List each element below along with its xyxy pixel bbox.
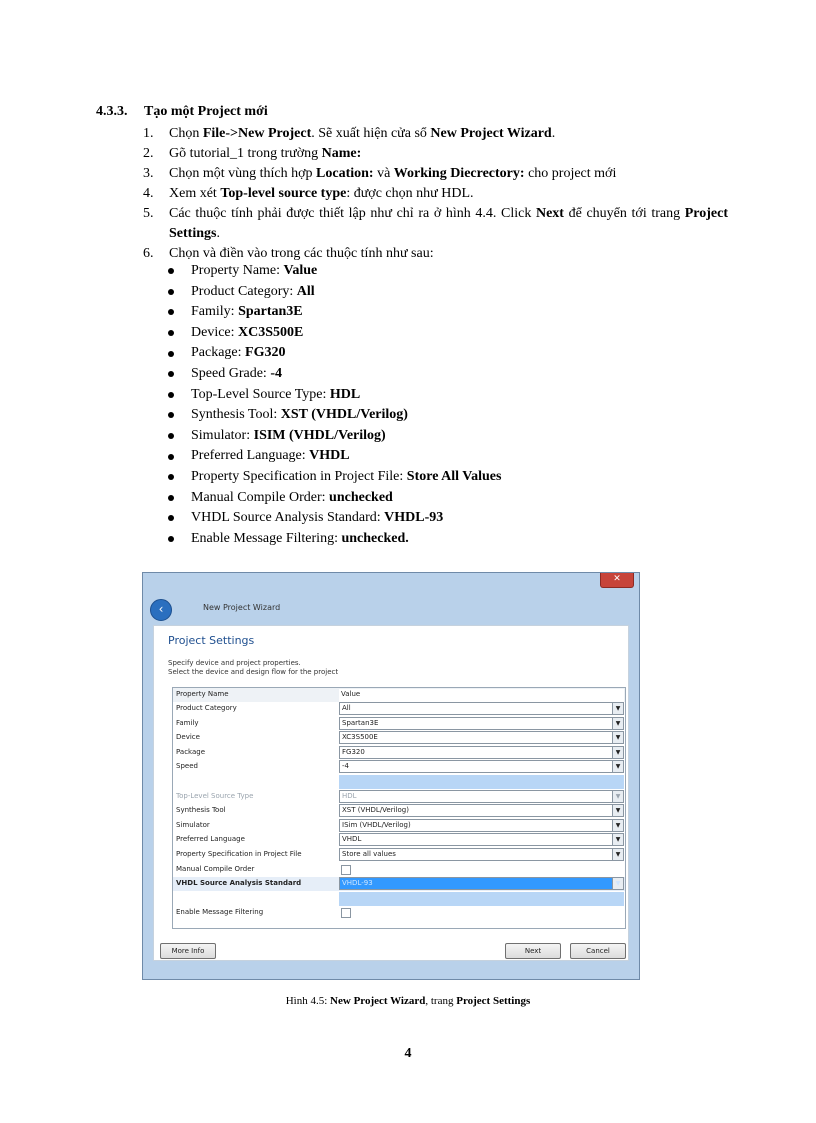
dropdown-arrow-icon[interactable]: ▼ [612, 849, 623, 860]
text-run: Property Specification in Project File: [191, 468, 407, 484]
page-number: 4 [404, 1046, 412, 1061]
step-number: 5. [143, 206, 154, 221]
property-name: Enable Message Filtering [176, 908, 264, 917]
grid-row[interactable] [173, 775, 625, 789]
text-run: Preferred Language: [191, 448, 310, 464]
dropdown-arrow-icon[interactable]: ▼ [612, 805, 623, 816]
bold-text-run: File->New Project [202, 126, 312, 141]
text-run: . Sẽ xuất hiện cửa sổ [311, 126, 431, 141]
step-item [143, 184, 728, 204]
group-separator [339, 892, 624, 906]
property-value-select [339, 790, 624, 803]
property-value: ISim (VHDL/Verilog) [342, 820, 411, 829]
bullet-item [168, 508, 501, 529]
bold-text-run: Working Diecrectory: [393, 166, 525, 181]
property-value-select[interactable] [339, 717, 624, 730]
bold-text-run: XST (VHDL/Verilog) [280, 407, 408, 423]
bullet-dot-icon [168, 309, 174, 315]
bullet-dot-icon [168, 330, 174, 336]
property-value-select[interactable] [339, 760, 624, 773]
bold-text-run: FG320 [245, 345, 286, 361]
text-run: Device: [191, 324, 239, 340]
step-item [143, 124, 728, 144]
description-line: Specify device and project properties. [168, 659, 301, 667]
close-icon[interactable]: ✕ [600, 573, 634, 588]
dropdown-arrow-icon[interactable]: ▼ [612, 820, 623, 831]
property-checkbox[interactable] [341, 908, 351, 918]
text-run: cho project mới [524, 166, 617, 181]
property-value: Spartan3E [342, 718, 379, 727]
property-value-select[interactable] [339, 804, 624, 817]
grid-row[interactable] [173, 833, 625, 847]
text-run: Manual Compile Order: [191, 489, 330, 505]
bold-text-run: Store All Values [406, 468, 502, 484]
description-line: Select the device and design flow for the project [168, 668, 339, 676]
bullet-dot-icon [168, 433, 174, 439]
property-name: Synthesis Tool [176, 806, 226, 815]
bold-text-run: -4 [270, 365, 282, 381]
text-run: Các thuộc tính phải được thiết lập như chỉ ra ở hình 4.4. Click [169, 206, 536, 221]
bullet-dot-icon [168, 495, 174, 501]
bold-text-run: All [296, 283, 315, 299]
cancel-button[interactable]: Cancel [570, 943, 626, 959]
step-text [169, 204, 728, 244]
bullet-text [191, 529, 409, 550]
bullet-dot-icon [168, 474, 174, 480]
bullet-text [191, 302, 303, 323]
text-run: Top-Level Source Type: [191, 386, 330, 402]
bullet-text [191, 446, 350, 467]
dropdown-arrow-icon[interactable]: ▼ [612, 747, 623, 758]
bold-text-run: Name: [321, 146, 362, 161]
bold-text-run: XC3S500E [238, 324, 304, 340]
text-run: Property Name: [191, 263, 284, 278]
bullet-dot-icon [168, 392, 174, 398]
bullet-item [168, 323, 501, 344]
section-heading [96, 104, 268, 120]
bullet-dot-icon [168, 454, 174, 460]
text-run: Family: [191, 304, 239, 320]
property-name: Speed [176, 762, 198, 771]
bullet-dot-icon [168, 351, 174, 357]
bullet-item [168, 529, 501, 550]
grid-row[interactable] [173, 790, 625, 804]
step-text [169, 184, 728, 204]
grid-row[interactable] [173, 717, 625, 731]
text-run: Synthesis Tool: [191, 407, 281, 423]
bold-text-run: Top-level source type [220, 186, 347, 201]
property-value-select[interactable] [339, 833, 624, 846]
text-run: và [373, 166, 394, 181]
bold-text-run: VHDL-93 [384, 510, 444, 526]
property-value: XST (VHDL/Verilog) [342, 806, 409, 815]
bullet-item [168, 426, 501, 447]
bullet-dot-icon [168, 371, 174, 377]
property-value: HDL [342, 791, 357, 800]
property-checkbox[interactable] [341, 865, 351, 875]
text-run: Simulator: [191, 427, 254, 443]
property-value: All [342, 704, 351, 712]
step-item [143, 164, 728, 184]
group-separator [339, 775, 624, 789]
bullet-text [191, 323, 303, 344]
bold-text-run: Spartan3E [238, 304, 303, 320]
property-value: -4 [342, 762, 349, 771]
grid-row[interactable] [173, 746, 625, 760]
bullet-item [168, 302, 501, 323]
property-value: Store all values [342, 850, 396, 858]
window-title: New Project Wizard [203, 603, 281, 612]
grid-row[interactable] [173, 819, 625, 833]
text-run: Enable Message Filtering: [191, 530, 342, 546]
section-title: Tạo một Project mới [144, 104, 268, 119]
bullet-item [168, 405, 501, 426]
bold-text-run: ISIM (VHDL/Verilog) [253, 427, 386, 443]
dropdown-arrow-icon[interactable]: ▼ [612, 732, 623, 743]
property-name: Property Specification in Project File [176, 850, 302, 858]
dropdown-arrow-icon[interactable]: ▼ [612, 703, 623, 714]
back-arrow-icon[interactable]: ‹ [150, 599, 172, 621]
text-run: Chọn [169, 126, 203, 141]
bullet-item [168, 488, 501, 509]
property-name: Family [176, 718, 199, 727]
step-list [143, 124, 728, 264]
bold-text-run: Project Settings [169, 206, 728, 241]
bold-text-run: Value [283, 263, 318, 278]
bullet-item [168, 446, 501, 467]
header-value: Value [339, 689, 624, 702]
caption-bold-1: New Project Wizard [330, 995, 426, 1007]
text-run: Chọn một vùng thích hợp [169, 166, 317, 181]
property-bullet-list [168, 261, 501, 549]
property-value-select[interactable] [339, 702, 624, 715]
header-property-name: Property Name [176, 690, 229, 698]
wizard-client-area [153, 625, 629, 961]
property-value: XC3S500E [342, 733, 378, 742]
step-item [143, 144, 728, 164]
grid-row[interactable] [173, 760, 625, 774]
next-button[interactable]: Next [505, 943, 561, 959]
bullet-dot-icon [168, 268, 174, 274]
bullet-item [168, 385, 501, 406]
bold-text-run: unchecked. [341, 530, 409, 546]
dropdown-arrow-icon[interactable]: ▼ [612, 878, 623, 889]
grid-row[interactable] [173, 702, 625, 716]
page-title: Project Settings [168, 634, 255, 647]
bullet-item [168, 261, 501, 282]
property-value: VHDL [342, 835, 362, 844]
property-value-select[interactable] [339, 731, 624, 744]
bold-text-run: Location: [316, 166, 374, 181]
bullet-text [191, 467, 501, 488]
property-name: Manual Compile Order [176, 864, 255, 873]
step-number: 2. [143, 146, 154, 161]
property-value: VHDL-93 [342, 879, 373, 888]
page-description [168, 659, 338, 677]
text-run: Speed Grade: [191, 365, 271, 381]
text-run: Gõ tutorial_1 trong trường [169, 146, 322, 161]
figure-caption [0, 995, 816, 1007]
grid-row[interactable] [173, 848, 625, 862]
step-text [169, 124, 728, 144]
property-value-select[interactable] [339, 877, 624, 890]
property-value-select[interactable] [339, 848, 624, 861]
step-number: 3. [143, 166, 154, 181]
bullet-text [191, 385, 360, 406]
property-value-select[interactable] [339, 819, 624, 832]
text-run: Product Category: [191, 283, 297, 299]
step-number: 1. [143, 126, 154, 141]
dropdown-arrow-icon[interactable]: ▼ [612, 834, 623, 845]
bullet-dot-icon [168, 412, 174, 418]
property-name: Simulator [176, 820, 210, 829]
bold-text-run: Next [535, 206, 564, 221]
bullet-text [191, 282, 315, 303]
bullet-dot-icon [168, 289, 174, 295]
bold-text-run: HDL [329, 386, 361, 402]
bullet-item [168, 282, 501, 303]
text-run: Package: [191, 345, 246, 361]
grid-row[interactable] [173, 731, 625, 745]
bullet-text [191, 261, 317, 282]
grid-row[interactable] [173, 863, 625, 877]
bold-text-run: New Project Wizard [430, 126, 552, 141]
section-number: 4.3.3. [96, 104, 128, 119]
property-name: Top-Level Source Type [176, 791, 254, 800]
bullet-dot-icon [168, 515, 174, 521]
property-value-select[interactable] [339, 746, 624, 759]
dropdown-arrow-icon[interactable]: ▼ [612, 761, 623, 772]
property-grid [172, 687, 626, 929]
text-run: Chọn và điền vào trong các thuộc tính như sau: [169, 246, 434, 261]
property-value: FG320 [342, 747, 365, 756]
bullet-text [191, 508, 443, 529]
bold-text-run: unchecked [329, 489, 393, 505]
bullet-item [168, 364, 501, 385]
text-run: . [216, 226, 220, 241]
step-number: 4. [143, 186, 154, 201]
property-name: Preferred Language [176, 835, 245, 844]
bullet-text [191, 426, 386, 447]
caption-mid: , trang [425, 995, 457, 1007]
bullet-text [191, 488, 393, 509]
bullet-text [191, 405, 408, 426]
text-run: . [551, 126, 556, 141]
more-info-button[interactable]: More Info [160, 943, 216, 959]
dropdown-arrow-icon[interactable]: ▼ [612, 718, 623, 729]
grid-row[interactable] [173, 906, 625, 920]
bullet-dot-icon [168, 536, 174, 542]
text-run: VHDL Source Analysis Standard: [191, 510, 385, 526]
bold-text-run: VHDL [309, 448, 350, 464]
text-run: để chuyển tới trang [563, 206, 685, 221]
caption-bold-2: Project Settings [456, 995, 531, 1007]
grid-row[interactable] [173, 877, 625, 891]
grid-row[interactable] [173, 804, 625, 818]
new-project-wizard-screenshot [142, 572, 640, 980]
bullet-text [191, 343, 285, 364]
text-run: : được chọn như HDL. [346, 186, 474, 201]
property-name: VHDL Source Analysis Standard [176, 879, 302, 888]
step-item [143, 204, 728, 244]
grid-row[interactable] [173, 892, 625, 906]
step-number: 6. [143, 246, 154, 261]
text-run: Xem xét [169, 186, 221, 201]
dropdown-arrow-icon[interactable]: ▼ [612, 791, 623, 802]
property-name: Device [176, 733, 200, 742]
bullet-item [168, 343, 501, 364]
property-name: Package [176, 747, 206, 756]
step-text [169, 144, 728, 164]
bullet-item [168, 467, 501, 488]
step-text [169, 164, 728, 184]
grid-header-row [173, 688, 625, 702]
property-name: Product Category [176, 704, 237, 712]
caption-prefix: Hình 4.5: [285, 995, 331, 1007]
bullet-text [191, 364, 282, 385]
